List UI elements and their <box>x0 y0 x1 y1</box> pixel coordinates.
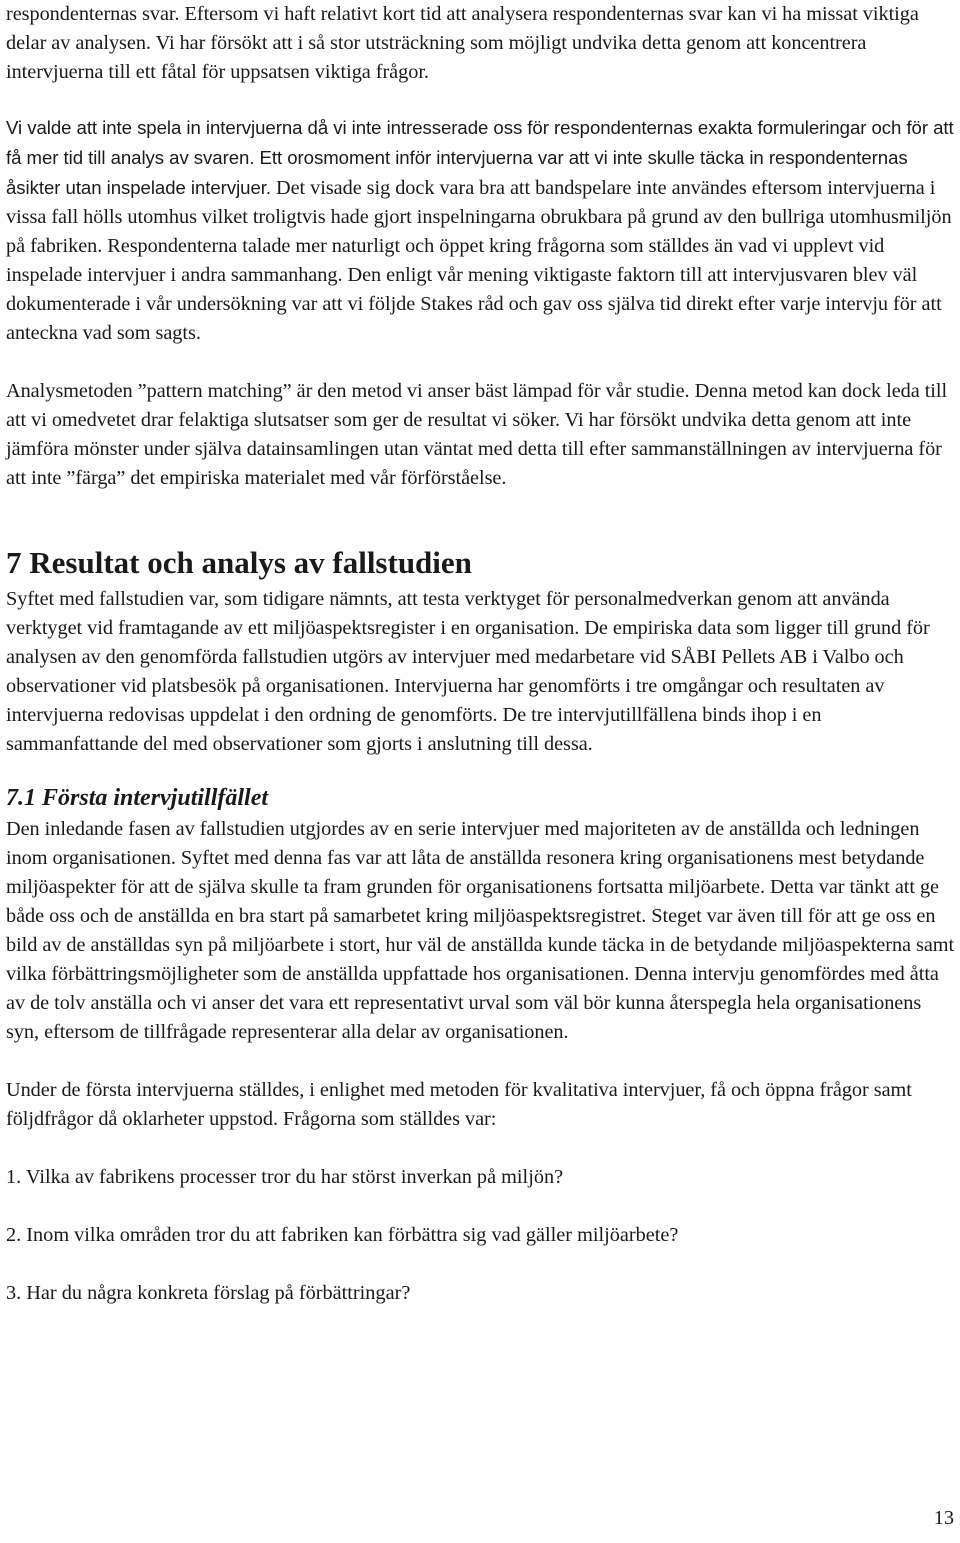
paragraph-recording-sans-part: Vi valde att inte spela in intervjuerna då vi inte intresserade oss för respondenternas exakta formuleringar och för att få mer tid till analys av svaren. Ett orosmoment inför intervjuerna var att vi inte skulle täcka in respondenternas åsikter utan inspelade intervjuer. <box>6 117 954 198</box>
document-page <box>6 0 958 1308</box>
section-heading: 7.1 Första intervjutillfället <box>6 785 269 811</box>
question-item: 1. Vilka av fabrikens processer tror du har störst inverkan på miljön? <box>6 1166 564 1188</box>
paragraph-recording-serif-part: Det visade sig dock vara bra att bandspelare inte användes eftersom intervjuerna i vissa fall hölls utomhus vilket troligtvis hade gjort inspelningarna obrukbara på grund av den bullriga utomhusmiljön på fabriken. Respondenterna talade mer naturligt och öppet kring frågorna som ställdes än vad vi upplevt vid inspelade intervjuer i andra sammanhang. Den enligt vår mening viktigaste faktorn till att intervjusvaren blev väl dokumenterade i vår undersökning var att vi följde Stakes råd och gav oss själva tid direkt efter varje intervju för att anteckna vad som sagts. <box>6 177 952 344</box>
question-item: 2. Inom vilka områden tror du att fabriken kan förbättra sig vad gäller miljöarbete? <box>6 1224 679 1246</box>
chapter-heading: 7 Resultat och analys av fallstudien <box>6 545 472 580</box>
paragraph-first-interviews: Den inledande fasen av fallstudien utgjordes av en serie intervjuer med majoriteten av de anställda och ledningen inom organisationen. Syftet med denna fas var att låta de anställda resonera kring organisationens mest betydande miljöaspekter för att de själva skulle ta fram grunden för organisationens fortsatta miljöarbete. Detta var tänkt att ge både oss och de anställda en bra start på samarbetet kring miljöaspektsregistret. Steget var även till för att ge oss en bild av de anställdas syn på miljöarbete i stort, hur väl de anställda kunde täcka in de betydande miljöaspekterna samt vilka förbättringsmöjligheter som de anställda uppfattade hos organisationen. Denna intervju genomfördes med åtta av de tolv anställa och vi anser det vara ett representativt urval som väl bör kunna återspegla hela organisationens syn, eftersom de tillfrågade representerar alla delar av organisationen. <box>6 818 955 1043</box>
paragraph-questions-intro: Under de första intervjuerna ställdes, i enlighet med metoden för kvalitativa intervjuer, få och öppna frågor samt följdfrågor då oklarheter uppstod. Frågorna som ställdes var: <box>6 1079 912 1130</box>
paragraph-method-limitations: respondenternas svar. Eftersom vi haft relativt kort tid att analysera respondenternas svar kan vi ha missat viktiga delar av analysen. Vi har försökt att i så stor utsträckning som möjligt undvika detta genom att koncentrera intervjuerna till ett fåtal för uppsatsen viktiga frågor. <box>6 3 919 83</box>
paragraph-pattern-matching: Analysmetoden ”pattern matching” är den metod vi anser bäst lämpad för vår studie. Denna metod kan dock leda till att vi omedvetet drar felaktiga slutsatser som ger de resultat vi söker. Vi har försökt undvika detta genom att inte jämföra mönster under själva datainsamlingen utan väntat med detta till efter sammanställningen av intervjuerna för att inte ”färga” det empiriska materialet med vår förförståelse. <box>6 380 948 489</box>
question-item: 3. Har du några konkreta förslag på förbättringar? <box>6 1282 411 1304</box>
page-number: 13 <box>933 1507 954 1529</box>
paragraph-case-study-purpose: Syftet med fallstudien var, som tidigare nämnts, att testa verktyget för personalmedverkan genom att använda verktyget vid framtagande av ett miljöaspektsregister i en organisation. De empiriska data som ligger till grund för analysen av den genomförda fallstudien utgörs av intervjuer med medarbetare vid SÅBI Pellets AB i Valbo och observationer vid platsbesök på organisationen. Intervjuerna har genomförts i tre omgångar och resultaten av intervjuerna redovisas uppdelat i den ordning de genomförts. De tre intervjutillfällena binds ihop i en sammanfattande del med observationer som gjorts i anslutning till dessa. <box>6 588 930 755</box>
paragraph-recording <box>6 113 958 348</box>
